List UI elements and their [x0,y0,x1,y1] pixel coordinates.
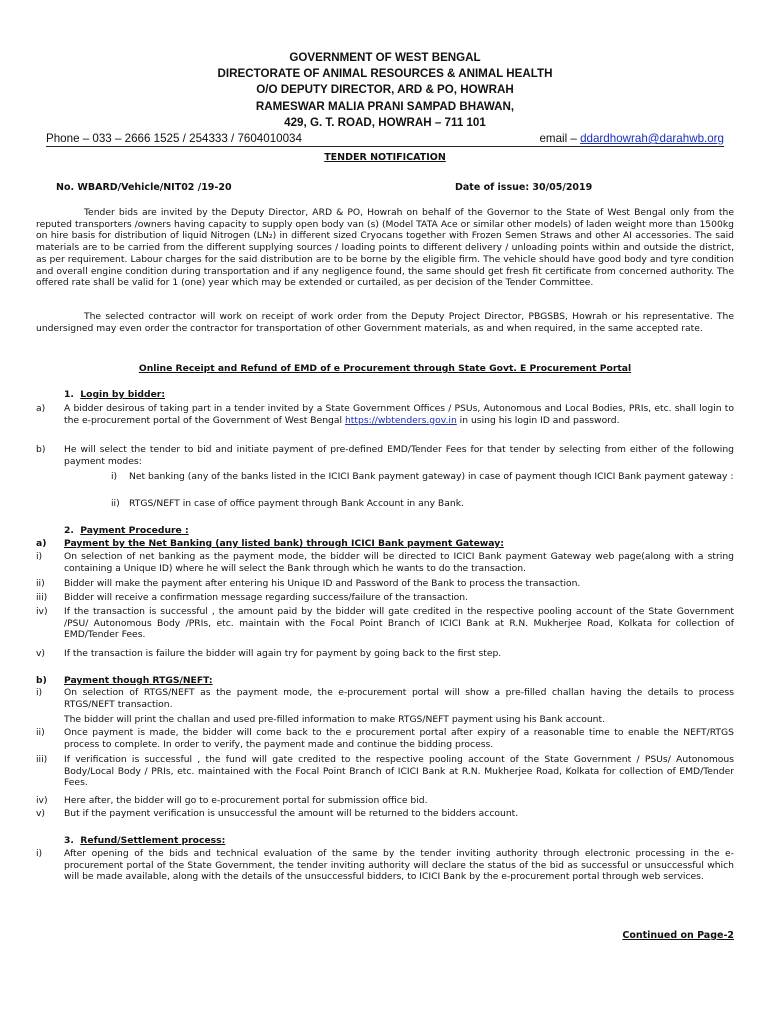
wbtenders-link[interactable]: https://wbtenders.gov.in [344,414,457,426]
item-marker: iv) [36,606,48,617]
continued-on-page-2: Continued on Page-2 [622,930,734,941]
item-text: He will select the tender to bid and initiate payment of pre-defined EMD/Tender Fees for that tender by selecting from either of the following payment modes: [64,444,734,467]
email-link[interactable]: ddardhowrah@darahwb.org [580,132,724,145]
sub-heading-text: Payment by the Net Banking (any listed bank) through ICICI Bank payment Gateway: [64,538,504,549]
contact-line [46,131,724,147]
section-heading [64,389,165,401]
letterhead-line-office: O/O DEPUTY DIRECTOR, ARD & PO, HOWRAH [256,83,514,97]
section-title: Payment Procedure : [80,525,189,536]
item-marker: v) [36,648,46,659]
item-marker: ii) [36,727,45,738]
item-text: After opening of the bids and technical evaluation of the same by the tender inviting authority through electronic processing in the e-procurement portal of the State Government, the tender inviting authority will declare the status of the bid as successful or unsuccessful which will be made available, along with the details of the unsuccessful bidders, to ICICI Bank by the e-procurement portal through web services. [64,848,734,883]
tender-notification-title: TENDER NOTIFICATION [324,152,446,163]
section-heading [64,525,189,537]
letterhead-line-government: GOVERNMENT OF WEST BENGAL [289,51,481,64]
email-block [539,131,724,146]
item-marker: i) [36,687,43,698]
item-marker: b) [36,444,46,455]
item-text-part: A bidder desirous of taking part in a tender invited by a State Government Offices / PSUs, Autonomous and Local Bodies, PRIs, etc. shall login to the e-procurement portal of the Government of West Bengal [64,403,734,426]
online-emd-title: Online Receipt and Refund of EMD of e Procurement through State Govt. E Procurement Portal [138,363,632,374]
item-text: Bidder will receive a confirmation message regarding success/failure of the transaction. [64,592,469,603]
sub-item-text: RTGS/NEFT in case of office payment through Bank Account in any Bank. [129,498,464,509]
section-title: Login by bidder: [80,389,166,400]
item-text: If verification is successful , the fund will gate credited to the respective pooling account of the State Government / PSUs/ Autonomous Body/Local Body / PRIs, etc. maintained with the Focal Point Branch of ICICI Bank at R.N. Mukherjee Road, Kolkata for collection of EMD/Tender Fees. [64,754,734,789]
item-marker: iii) [36,754,48,765]
item-marker: ii) [36,578,45,589]
item-marker: a) [36,403,46,414]
item-text: If the transaction is failure the bidder will again try for payment by going back to the first step. [64,648,502,659]
item-marker: v) [36,808,46,819]
item-marker: iv) [36,795,48,806]
item-text: Once payment is made, the bidder will come back to the e procurement portal after expiry of a reasonable time to enable the NEFT/RTGS process to complete. In order to verify, the payment made and continue the bidding process. [64,727,734,750]
letterhead [0,50,770,131]
item-text: On selection of RTGS/NEFT as the payment mode, the e-procurement portal will show a pre-filled challan having the details to process RTGS/NEFT transaction. [64,687,734,710]
letterhead-line-address: 429, G. T. ROAD, HOWRAH – 711 101 [284,115,486,129]
item-marker: i) [36,551,43,562]
paragraph-contractor-work: The selected contractor will work on receipt of work order from the Deputy Project Director, PBGSBS, Howrah or his representative. The undersigned may even order the contractor for transportation of other Government materials, as and when required, in the same accepted rate. [36,311,734,334]
item-text: But if the payment verification is unsuccessful the amount will be returned to the bidders account. [64,808,519,819]
item-marker: iii) [36,592,48,603]
section-number: 2. [64,525,74,536]
item-marker: i) [36,848,43,859]
item-text: On selection of net banking as the payment mode, the bidder will be directed to ICICI Bank payment Gateway web page(along with a string containing a Unique ID) where he will select the Bank through which he wants to do the transaction. [64,551,734,574]
item-text-part: in using his login ID and password. [456,414,620,426]
item-text: Here after, the bidder will go to e-procurement portal for submission office bid. [64,795,428,806]
item-text [64,403,734,426]
section-title: Refund/Settlement process: [80,835,226,846]
section-number: 1. [64,389,74,400]
item-text: The bidder will print the challan and used pre-filled information to make RTGS/NEFT payment using his Bank account. [64,714,606,725]
section-number: 3. [64,835,74,846]
item-text: Bidder will make the payment after entering his Unique ID and Password of the Bank to process the transaction. [64,578,581,589]
section-heading [64,835,225,847]
email-label: email – [539,132,581,145]
sub-item-marker: i) [111,471,118,482]
letterhead-line-directorate: DIRECTORATE OF ANIMAL RESOURCES & ANIMAL HEALTH [217,67,553,81]
item-marker: b) [36,675,47,686]
sub-item-text: Net banking (any of the banks listed in the ICICI Bank payment gateway) in case of payment though ICICI Bank payment gateway : [129,471,734,482]
issue-date: Date of issue: 30/05/2019 [455,182,593,193]
tender-number: No. WBARD/Vehicle/NIT02 /19-20 [56,182,232,193]
paragraph-tender-invitation: Tender bids are invited by the Deputy Director, ARD & PO, Howrah on behalf of the Governor to the State of West Bengal only from the reputed transporters /owners having capacity to supply open body van (s) (Model TATA Ace or similar other models) of laden weight more than 1500kg on hire basis for distribution of liquid Nitrogen (LN₂) in different sized Cryocans together with Frozen Semen Straws and other AI accessories. The said materials are to be carried from the different supplying sources / loading points to different delivery / unloading points within and outside the district, as per requirement. Labour charges for the said distribution are to be borne by the eligible firm. The vehicle should have good body and tyre condition and overall engine condition during transportation and if any negligence found, the same should get fresh fit certificate from concerned authority. The offered rate shall be valid for 1 (one) year which may be extended or curtailed, as per decision of the Tender Committee. [36,207,734,289]
sub-heading-text: Payment though RTGS/NEFT: [64,675,213,686]
phone-numbers: Phone – 033 – 2666 1525 / 254333 / 7604010034 [46,132,302,145]
sub-item-marker: ii) [111,498,120,509]
letterhead-line-building: RAMESWAR MALIA PRANI SAMPAD BHAWAN, [255,99,515,113]
item-text: If the transaction is successful , the amount paid by the bidder will gate credited in the respective pooling account of the State Government /PSU/ Autonomous Body /PRIs, etc. maintain with the Focal Point Branch of ICICI Bank at R.N. Mukherjee Road, Kolkata for collection of EMD/Tender Fees. [64,606,734,641]
item-marker: a) [36,538,47,549]
